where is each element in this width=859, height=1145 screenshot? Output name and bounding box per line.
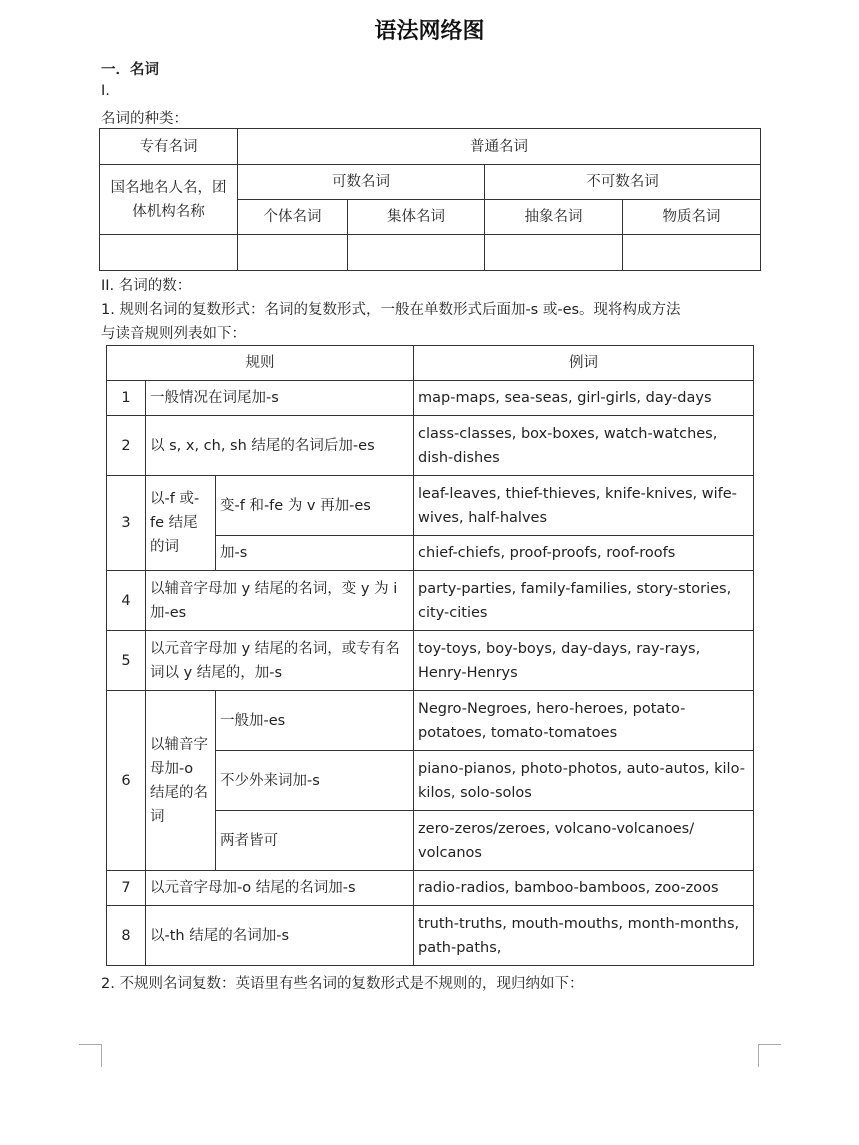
example-text: Negro-Negroes, hero-heroes, potato-potatoes, tomato-tomatoes [414,691,754,751]
page-title: 语法网络图 [374,19,485,44]
example-text: chief-chiefs, proof-proofs, roof-roofs [414,536,754,571]
page-corner-mark-left [79,1044,102,1067]
rule-text: 不少外来词加-s [216,751,414,811]
example-text: party-parties, family-families, story-stories, city-cities [414,571,754,631]
table-row [107,691,754,751]
example-text: piano-pianos, photo-photos, auto-autos, kilo-kilos, solo-solos [414,751,754,811]
rule-text: 以-th 结尾的名词加-s [146,906,414,966]
rule-group: 以辅音字母加-o 结尾的名词 [146,691,216,871]
page-corner-mark-right [758,1044,781,1067]
empty-cell [238,235,348,271]
empty-cell [485,235,623,271]
plural-rules-table [106,345,754,966]
table-row [107,381,754,416]
example-text: zero-zeros/zeroes, volcano-volcanoes/ volcanos [414,811,754,871]
example-text: leaf-leaves, thief-thieves, knife-knives, wife-wives, half-halves [414,476,754,536]
row-number: 7 [107,871,146,906]
types-caption: 名词的种类： [101,111,188,127]
section-heading: 一．名词 [101,62,159,78]
rule-text: 以辅音字母加 y 结尾的名词，变 y 为 i 加-es [146,571,414,631]
row-number: 2 [107,416,146,476]
roman-numeral-2: II. 名词的数： [101,278,192,294]
table-row [107,906,754,966]
paragraph-2: 2. 不规则名词复数：英语里有些名词的复数形式是不规则的，现归纳如下： [101,976,584,992]
roman-numeral-1: I. [101,83,110,99]
row-number: 8 [107,906,146,966]
empty-cell [100,235,238,271]
rule-text: 以元音字母加 y 结尾的名词，或专有名词以 y 结尾的，加-s [146,631,414,691]
example-text: toy-toys, boy-boys, day-days, ray-rays, Henry-Henrys [414,631,754,691]
header-rule: 规则 [107,346,414,381]
cell-material: 物质名词 [623,200,761,235]
rule-group: 以-f 或-fe 结尾的词 [146,476,216,571]
rule-text: 以元音字母加-o 结尾的名词加-s [146,871,414,906]
cell-countable: 可数名词 [238,165,485,200]
example-text: class-classes, box-boxes, watch-watches, dish-dishes [414,416,754,476]
table-row [107,871,754,906]
paragraph-1-line-1: 1. 规则名词的复数形式：名词的复数形式，一般在单数形式后面加-s 或-es。现将构成方法 [101,302,681,318]
empty-cell [348,235,485,271]
cell-common-noun: 普通名词 [238,129,761,165]
table-row [107,476,754,536]
rule-text: 一般情况在词尾加-s [146,381,414,416]
table-row [107,571,754,631]
example-text: truth-truths, mouth-mouths, month-months, path-paths, [414,906,754,966]
rule-text: 两者皆可 [216,811,414,871]
rule-text: 变-f 和-fe 为 v 再加-es [216,476,414,536]
row-number: 3 [107,476,146,571]
cell-collective: 集体名词 [348,200,485,235]
cell-individual: 个体名词 [238,200,348,235]
cell-abstract: 抽象名词 [485,200,623,235]
paragraph-1-line-2: 与读音规则列表如下： [101,326,246,342]
table-row [107,416,754,476]
cell-uncountable: 不可数名词 [485,165,761,200]
cell-proper-noun: 专有名词 [100,129,238,165]
noun-types-table [99,128,761,271]
row-number: 1 [107,381,146,416]
rule-text: 以 s, x, ch, sh 结尾的名词后加-es [146,416,414,476]
row-number: 4 [107,571,146,631]
rule-text: 加-s [216,536,414,571]
rule-text: 一般加-es [216,691,414,751]
row-number: 5 [107,631,146,691]
example-text: radio-radios, bamboo-bamboos, zoo-zoos [414,871,754,906]
row-number: 6 [107,691,146,871]
example-text: map-maps, sea-seas, girl-girls, day-days [414,381,754,416]
table-row [107,631,754,691]
empty-cell [623,235,761,271]
cell-proper-desc: 国名地名人名，团体机构名称 [100,165,238,235]
header-example: 例词 [414,346,754,381]
